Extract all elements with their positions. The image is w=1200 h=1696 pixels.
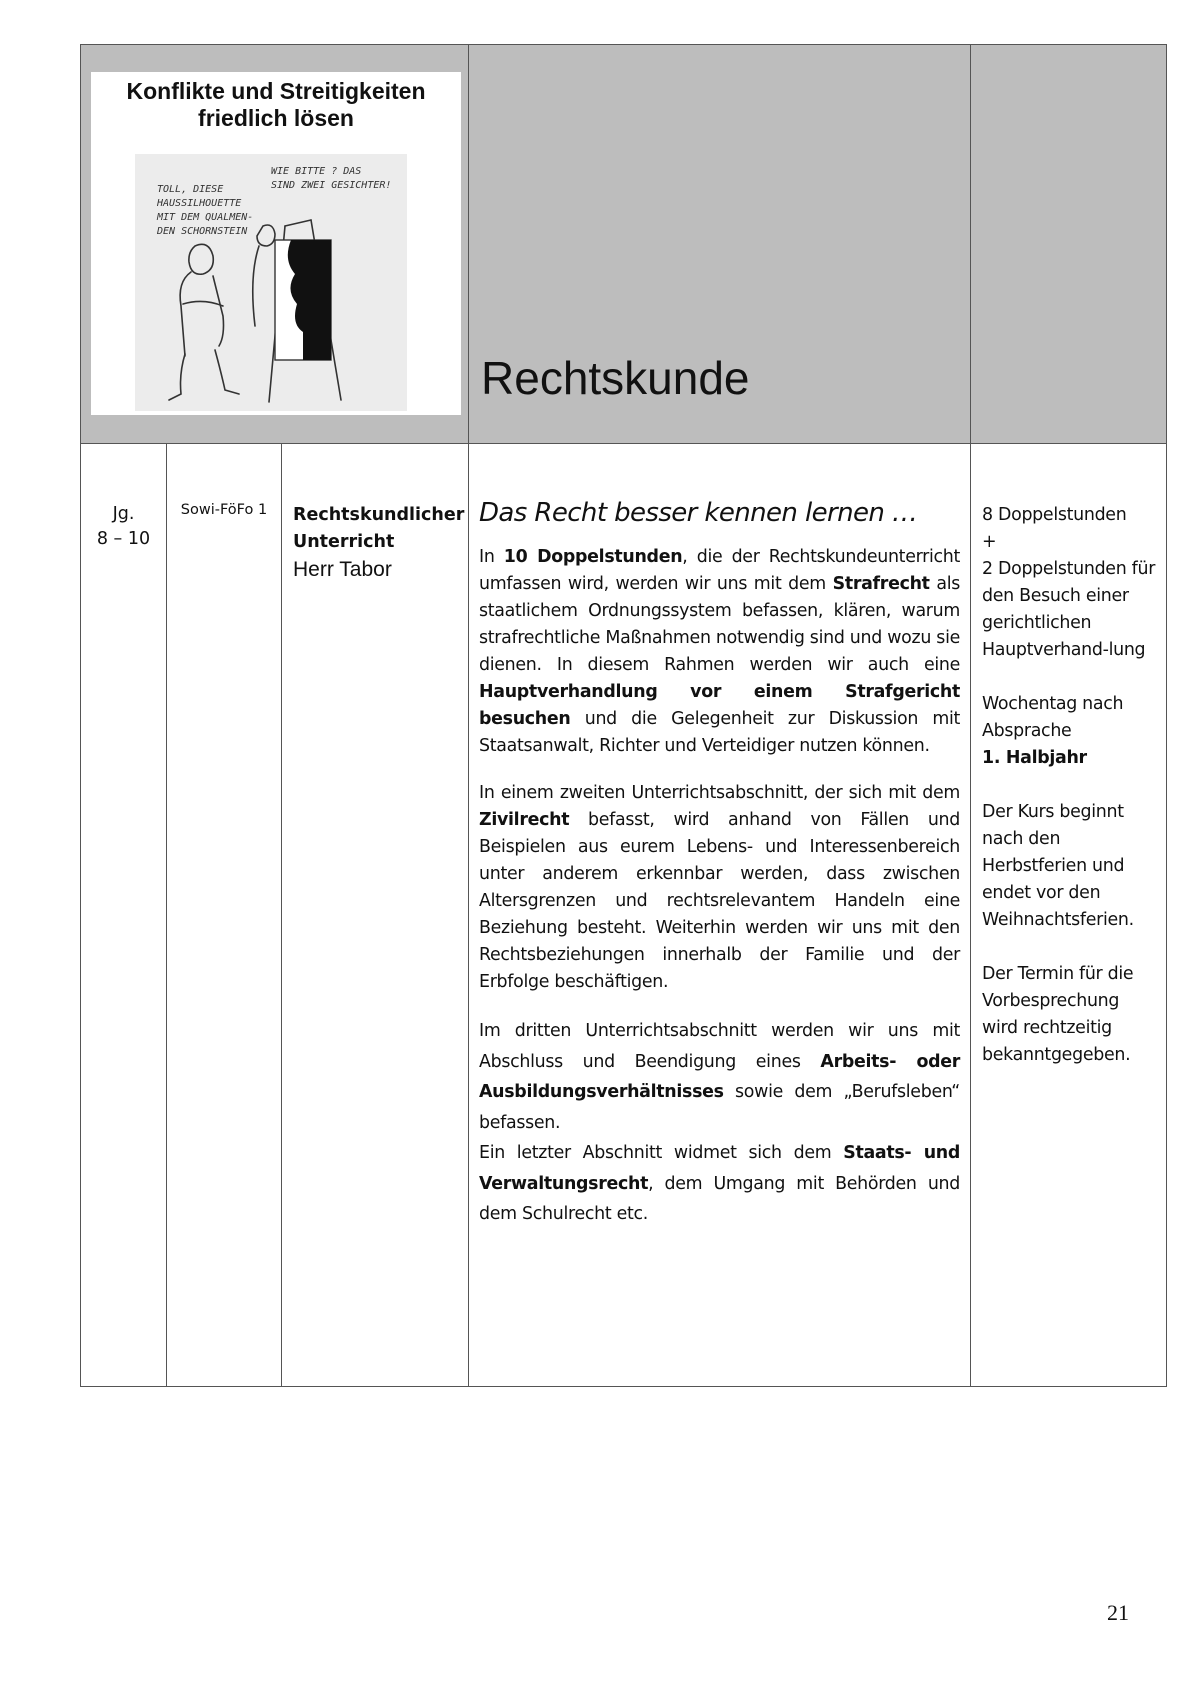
p1-text-2: , die der Rechtskundeunterricht umfassen wird, werden wir uns mit dem [479, 547, 961, 594]
course-name-cell [469, 45, 971, 444]
poster-title [91, 78, 461, 132]
speech-right-1: WIE BITTE ? DAS [271, 166, 362, 177]
p4-bold-1: Staats- und Verwaltungsrecht [479, 1143, 961, 1194]
p1-bold-3: Hauptverhandlung vor einem Strafgericht besuchen [479, 682, 961, 729]
description-headline: Das Recht besser kennen lernen … [479, 498, 918, 528]
schedule-hours [982, 502, 1158, 664]
course-name: Rechtskunde [481, 352, 750, 404]
hours-line3: 2 Doppelstunden für den Besuch einer gerichtlichen Hauptverhand-lung [982, 559, 1156, 660]
p4-text-1: Ein letzter Abschnitt widmet sich dem [479, 1143, 844, 1163]
p1-bold-2: Strafrecht [832, 574, 930, 594]
speech-right-2: SIND ZWEI GESICHTER! [271, 180, 392, 191]
speech-left-4: DEN SCHORNSTEIN [157, 226, 248, 237]
cartoon-illustration [135, 154, 407, 411]
paragraph-arbeitsrecht [479, 1016, 960, 1138]
p2-bold-1: Zivilrecht [479, 810, 570, 830]
paragraph-zivilrecht [479, 780, 960, 996]
p2-text-2: befasst, wird anhand von Fällen und Beispielen aus eurem Lebens- und Interessenbereich unter anderem erkennbar werden, dass zwischen Altersgrenzen und rechtsrelevantem Handeln eine Beziehung besteht. Weiterhin werden wir uns mit den Rechtsbeziehungen innerhalb der Familie und der Erbfolge beschäftigen. [479, 810, 961, 992]
paragraph-strafrecht [479, 544, 960, 760]
p1-bold-1: 10 Doppelstunden [503, 547, 683, 567]
speech-left-3: MIT DEM QUALMEN- [157, 212, 254, 223]
poster-image [91, 72, 461, 415]
grade-cell [81, 444, 167, 1387]
schedule-cell [971, 444, 1167, 1387]
p1-text-4: und die Gelegenheit zur Diskussion mit Staatsanwalt, Richter und Verteidiger nutzen können. [479, 709, 961, 756]
p4-text-2: , dem Umgang mit Behörden und dem Schulrecht etc. [479, 1173, 961, 1224]
course-title-line2: Unterricht [293, 532, 395, 552]
course-title-line1: Rechtskundlicher [293, 505, 465, 525]
course-code [167, 444, 282, 1387]
grade-range: 8 – 10 [96, 529, 151, 549]
paragraph-verwaltungsrecht [479, 1138, 960, 1230]
p1-text-3: als staatlichem Ordnungssystem befassen, klären, warum strafrechtliche Maßnahmen notwendig sind und wozu sie dienen. In diesem Rahmen werden wir auch eine [479, 574, 961, 675]
semester-label: 1. Halbjahr [982, 748, 1087, 768]
poster-title-line2: friedlich lösen [198, 105, 354, 131]
poster-title-line1: Konflikte und Streitigkeiten [126, 78, 426, 104]
grade-label: Jg. [112, 504, 135, 524]
header-row [81, 45, 1167, 444]
course-table [80, 44, 1167, 1387]
hours-plus: + [982, 532, 997, 552]
p3-text-1: Im dritten Unterrichtsabschnitt werden wir uns mit Abschluss und Beendigung eines [479, 1021, 961, 1072]
p3-bold-1: Arbeits- oder Ausbildungsverhältnisses [479, 1051, 961, 1102]
weekday-text: Wochentag nach Absprache [982, 694, 1124, 741]
page-number: 21 [1107, 1600, 1129, 1625]
teacher-name: Herr Tabor [293, 558, 392, 581]
schedule-weekday [982, 691, 1158, 772]
p1-text-1: In [479, 547, 504, 567]
cartoon-drawing [135, 154, 407, 411]
course-title [293, 502, 465, 556]
speech-left-2: HAUSSILHOUETTE [157, 198, 242, 209]
course-code-text: Sowi-FöFo 1 [180, 502, 268, 518]
p2-text-1: In einem zweiten Unterrichtsabschnitt, der sich mit dem [479, 783, 961, 803]
schedule-period: Der Kurs beginnt nach den Herbstferien und endet vor den Weihnachtsferien. [982, 802, 1134, 930]
schedule-meeting: Der Termin für die Vorbesprechung wird rechtzeitig bekanntgegeben. [982, 964, 1134, 1065]
description-cell [469, 444, 971, 1387]
poster-cell [81, 45, 469, 444]
speech-left-1: TOLL, DIESE [157, 184, 224, 195]
course-row [81, 444, 1167, 1387]
p3-text-2: sowie dem „Berufsleben“ befassen. [479, 1082, 961, 1133]
hours-line1: 8 Doppelstunden [982, 505, 1127, 525]
teacher-cell [282, 444, 469, 1387]
header-empty-cell [971, 45, 1167, 444]
